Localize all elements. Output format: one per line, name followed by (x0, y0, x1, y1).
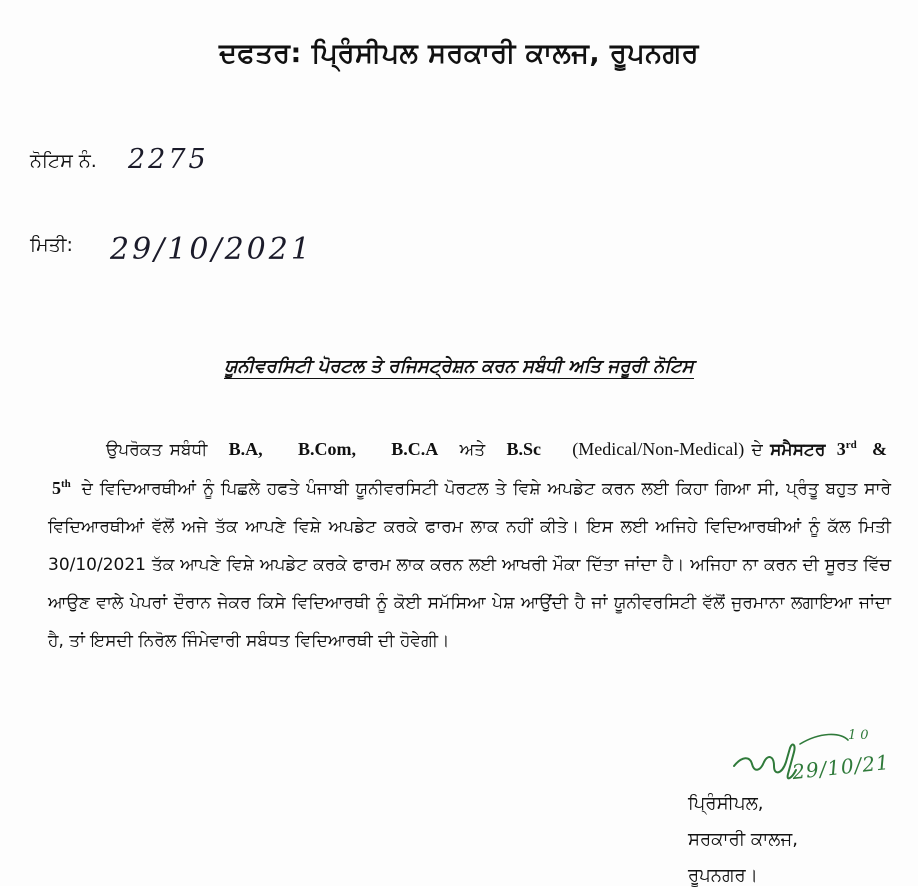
de-word: ਦੇ (751, 440, 763, 460)
semester-5-number: 5 (52, 478, 61, 498)
signature-handwritten-date: 29/10/21 (791, 749, 891, 785)
semester-3 (837, 439, 857, 459)
notice-number-value: 2275 (128, 144, 209, 175)
notice-number-label: ਨੋਟਿਸ ਨੰ. (30, 150, 97, 172)
ampersand: & (872, 439, 887, 459)
semester-word: ਸਮੈਸਟਰ (770, 440, 826, 460)
signature-flourish (800, 734, 848, 744)
date-label: ਮਿਤੀ: (30, 234, 73, 256)
semester-3-number: 3 (836, 439, 846, 459)
notice-body (48, 430, 891, 660)
notice-subject-text: ਯੂਨੀਵਰਸਿਟੀ ਪੋਰਟਲ ਤੇ ਰਜਿਸਟ੍ਰੇਸ਼ਨ ਕਰਨ ਸਬੰਧੀ ਅਤਿ ਜਰੂਰੀ ਨੋਟਿਸ (224, 356, 694, 377)
semester-5-suffix: th (61, 478, 71, 490)
course-bsc: B.Sc (506, 439, 541, 459)
course-ba: B.A, (228, 439, 263, 459)
course-bcom: B.Com, (297, 439, 356, 459)
semester-5 (52, 478, 71, 498)
body-main-text: ਦੇ ਵਿਦਿਆਰਥੀਆਂ ਨੂੰ ਪਿਛਲੇ ਹਫਤੇ ਪੰਜਾਬੀ ਯੂਨੀਵਰਸਿਟੀ ਪੋਰਟਲ ਤੇ ਵਿਸ਼ੇ ਅਪਡੇਟ ਕਰਨ ਲਈ ਕਿਹਾ ਗਿਆ ਸੀ, ਪ੍ਰੰਤੂ ਬਹੁਤ ਸਾਰੇ ਵਿਦਿਆਰਥੀਆਂ ਵੱਲੋਂ ਅਜੇ ਤੱਕ ਆਪਣੇ ਵਿਸ਼ੇ ਅਪਡੇਟ ਕਰਕੇ ਫਾਰਮ ਲਾਕ ਨਹੀਂ ਕੀਤੇ। ਇਸ ਲਈ ਅਜਿਹੇ ਵਿਦਿਆਰਥੀਆਂ ਨੂੰ ਕੱਲ ਮਿਤੀ 30/10/2021 ਤੱਕ ਆਪਣੇ ਵਿਸ਼ੇ ਅਪਡੇਟ ਕਰਕੇ ਫਾਰਮ ਲਾਕ ਕਰਨ ਲਈ ਆਖਰੀ ਮੌਕਾ ਦਿੱਤਾ ਜਾਂਦਾ ਹੈ। ਅਜਿਹਾ ਨਾ ਕਰਨ ਦੀ ਸੂਰਤ ਵਿੱਚ ਆਉਣ ਵਾਲੇ ਪੇਪਰਾਂ ਦੌਰਾਨ ਜੇਕਰ ਕਿਸੇ ਵਿਦਿਆਰਥੀ ਨੂੰ ਕੋਈ ਸਮੱਸਿਆ ਪੇਸ਼ ਆਉਂਦੀ ਹੈ ਜਾਂ ਯੂਨੀਵਰਸਿਟੀ ਵੱਲੋਂ ਜੁਰਮਾਨਾ ਲਗਾਇਆ ਜਾਂਦਾ ਹੈ, ਤਾਂ ਇਸਦੀ ਨਿਰੋਲ ਜਿੰਮੇਵਾਰੀ ਸਬੰਧਤ ਵਿਦਿਆਰਥੀ ਦੀ ਹੋਵੇਗੀ। (48, 479, 891, 651)
course-bca: B.C.A (391, 439, 439, 459)
signature-block (688, 786, 798, 894)
signature-stroke (734, 745, 796, 779)
office-header-title: ਦਫਤਰ: ਪ੍ਰਿੰਸੀਪਲ ਸਰਕਾਰੀ ਕਾਲਜ, ਰੂਪਨਗਰ (218, 38, 700, 69)
course-bsc-stream: (Medical/Non-Medical) (572, 439, 745, 459)
body-intro: ਉਪਰੋਕਤ ਸਬੰਧੀ (106, 440, 208, 460)
signature-small-number: 10 (848, 728, 873, 743)
signature-line-city: ਰੂਪਨਗਰ। (688, 865, 758, 886)
signature-line-college: ਸਰਕਾਰੀ ਕਾਲਜ, (688, 829, 798, 850)
date-value: 29/10/2021 (110, 232, 313, 267)
and-word: ਅਤੇ (459, 440, 486, 460)
signature-line-principal: ਪ੍ਰਿੰਸੀਪਲ, (688, 793, 764, 814)
notice-subject (0, 356, 918, 377)
semester-3-suffix: rd (845, 439, 857, 451)
